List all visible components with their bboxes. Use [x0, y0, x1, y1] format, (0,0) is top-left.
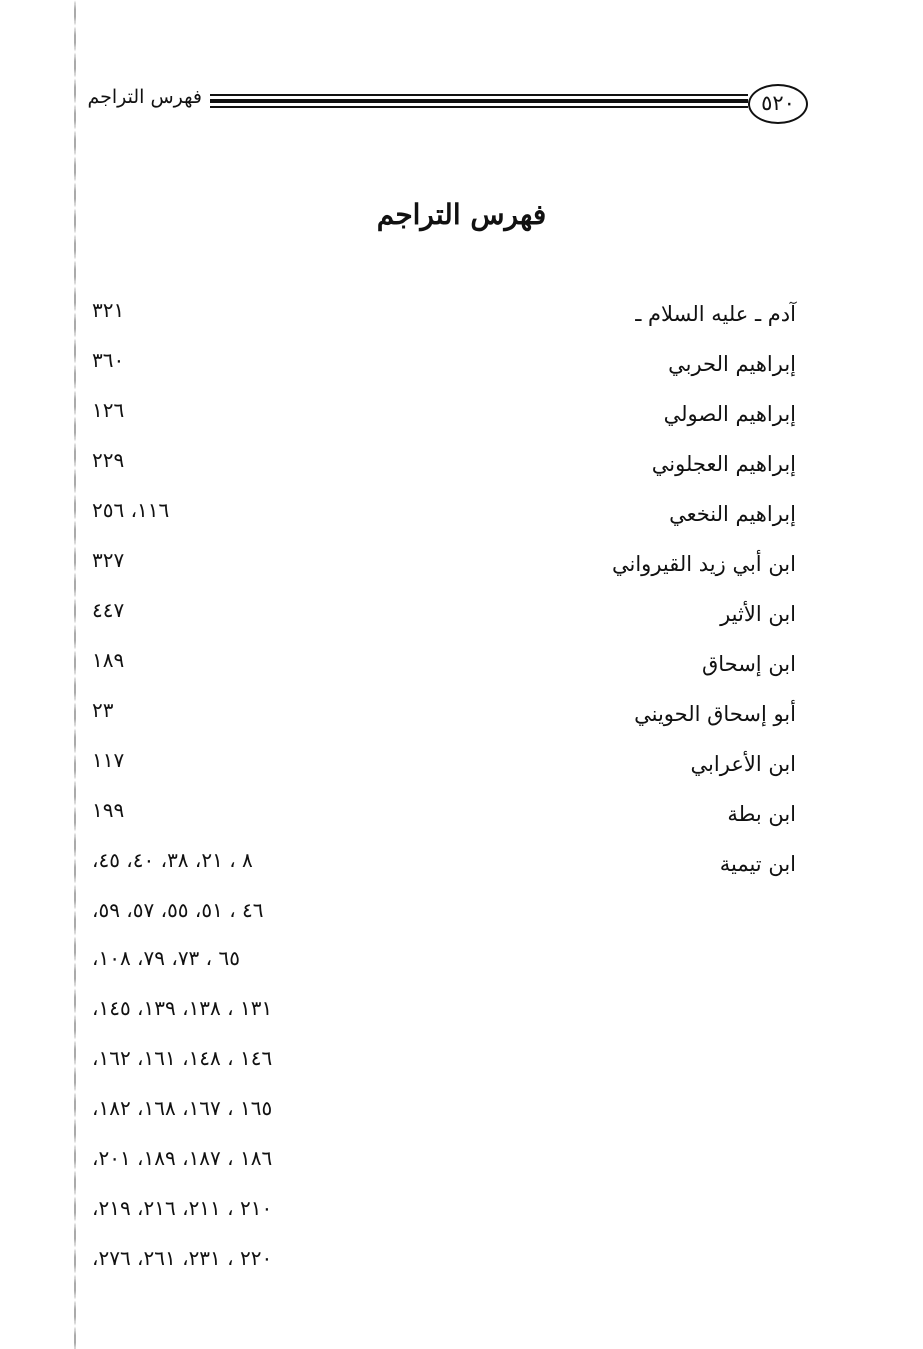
entry-pages: ١١٦، ٢٥٦	[92, 498, 170, 522]
entry-name: ابن أبي زيد القيرواني	[612, 552, 796, 576]
entry-name: ابن بطة	[727, 802, 796, 826]
continuation-pages: ٤٦ ، ٥١، ٥٥، ٥٧، ٥٩،	[92, 898, 264, 922]
entry-name: ابن الأثير	[720, 602, 796, 626]
entry-pages: ١٩٩	[92, 798, 125, 822]
entry-name: إبراهيم العجلوني	[651, 452, 796, 476]
continuation-pages: ١٦٥ ، ١٦٧، ١٦٨، ١٨٢،	[92, 1096, 273, 1120]
entry-pages: ٢٣	[92, 698, 114, 722]
entry-pages: ٣٢٧	[92, 548, 125, 572]
entry-pages: ٣٢١	[92, 298, 125, 322]
entry-pages: ١١٧	[92, 748, 125, 772]
entry-pages: ٤٤٧	[92, 598, 125, 622]
entry-pages: ٨ ، ٢١، ٣٨، ٤٠، ٤٥،	[92, 848, 253, 872]
entry-name: إبراهيم الصولي	[663, 402, 796, 426]
entry-pages: ١٨٩	[92, 648, 125, 672]
entry-name: إبراهيم الحربي	[668, 352, 796, 376]
page-title: فهرس التراجم	[376, 198, 547, 231]
entry-name: ابن الأعرابي	[690, 752, 796, 776]
continuation-pages: ١٣١ ، ١٣٨، ١٣٩، ١٤٥،	[92, 996, 273, 1020]
entry-name: أبو إسحاق الحويني	[634, 702, 796, 726]
continuation-pages: ٢٢٠ ، ٢٣١، ٢٦١، ٢٧٦،	[92, 1246, 273, 1270]
entry-name: إبراهيم النخعي	[669, 502, 796, 526]
continuation-pages: ١٤٦ ، ١٤٨، ١٦١، ١٦٢،	[92, 1046, 273, 1070]
entry-name: آدم ـ عليه السلام ـ	[635, 302, 796, 326]
continuation-pages: ١٨٦ ، ١٨٧، ١٨٩، ٢٠١،	[92, 1146, 273, 1170]
continuation-pages: ٦٥ ، ٧٣، ٧٩، ١٠٨،	[92, 946, 240, 970]
continuation-pages: ٢١٠ ، ٢١١، ٢١٦، ٢١٩،	[92, 1196, 273, 1220]
entry-name: ابن إسحاق	[701, 652, 796, 676]
entry-pages: ١٢٦	[92, 398, 125, 422]
running-title: فهرس التراجم	[87, 86, 202, 108]
header-rule	[210, 94, 748, 96]
page-number-badge: ٥٢٠	[748, 84, 808, 124]
entry-name: ابن تيمية	[719, 852, 796, 876]
entry-pages: ٣٦٠	[92, 348, 125, 372]
entry-pages: ٢٢٩	[92, 448, 125, 472]
header-rule	[210, 106, 748, 108]
header-rule	[210, 99, 748, 103]
